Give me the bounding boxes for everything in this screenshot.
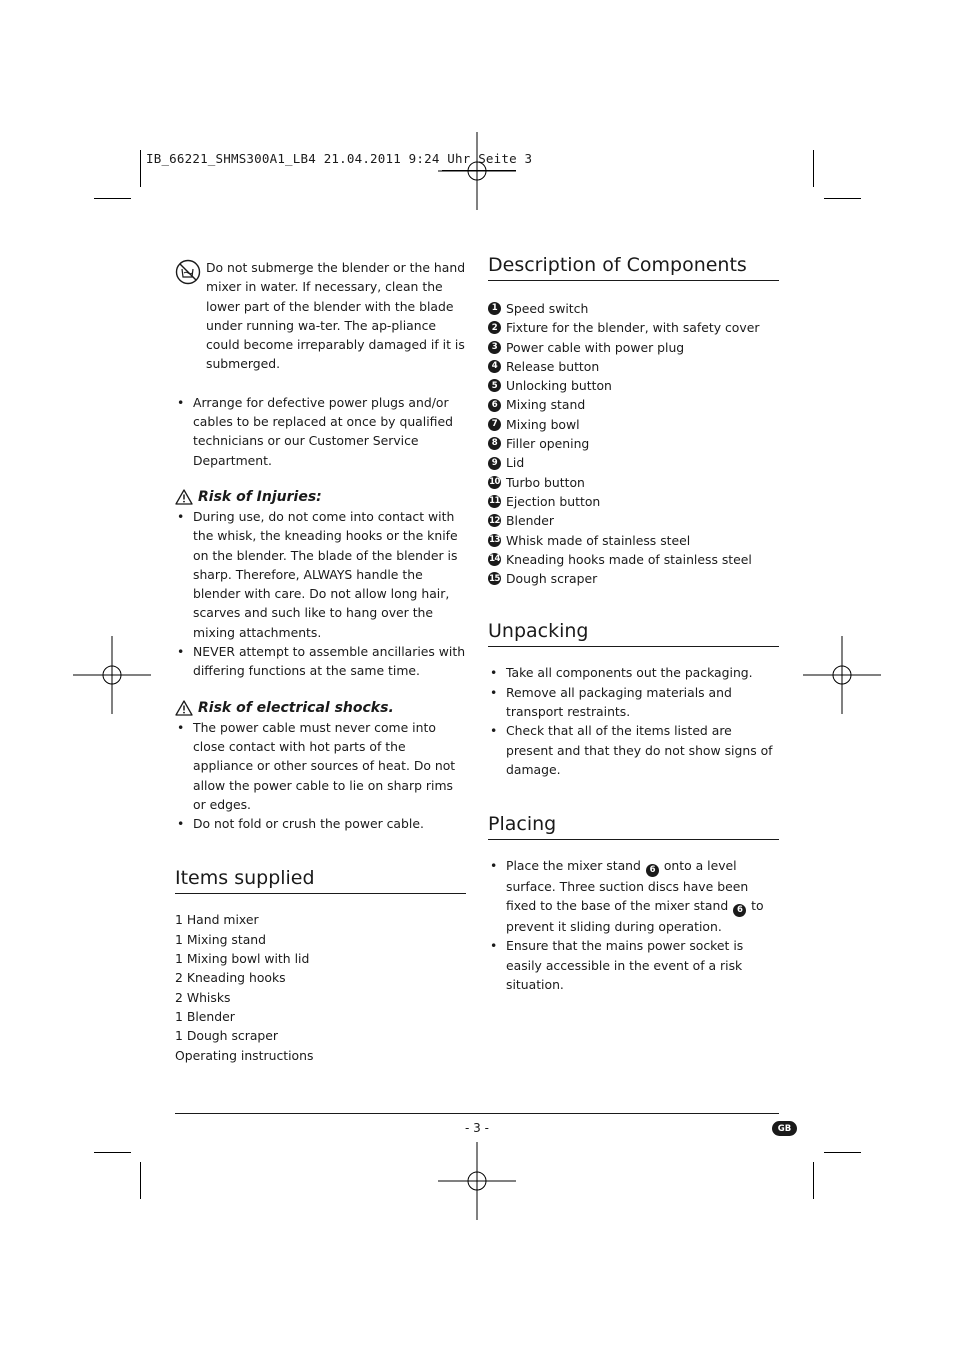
language-badge: GB — [772, 1121, 797, 1136]
number-badge-icon: 12 — [489, 515, 500, 526]
component-item — [488, 299, 779, 318]
component-item — [488, 473, 779, 492]
component-label: Speed switch — [506, 301, 589, 316]
number-badge-icon: 4 — [488, 360, 501, 373]
crop-mark — [140, 1162, 141, 1199]
component-item — [488, 569, 779, 588]
unpacking-list — [488, 663, 779, 779]
number-badge-icon: 6 — [646, 864, 659, 877]
list-item: • The power cable must never come into close contact with hot parts of the appliance or other sources of heat. Do not allow the power cable to lie on sharp rims or edges. — [175, 718, 466, 814]
number-badge-icon: 10 — [489, 477, 500, 488]
number-badge-icon: 15 — [489, 573, 500, 584]
component-item — [488, 434, 779, 453]
list-item: • During use, do not come into contact with the whisk, the kneading hooks or the knife on the blender. The blade of the blender is sharp. Therefore, ALWAYS handle the blender with care. Do not allow long hair, scarves and such like to hang over the mixing attachments. — [175, 507, 466, 642]
component-label: Whisk made of stainless steel — [506, 532, 691, 548]
number-badge-icon: 1 — [488, 302, 501, 315]
crop-mark — [94, 1152, 131, 1153]
registration-mark-icon — [73, 636, 151, 714]
component-item — [488, 415, 779, 434]
number-badge-icon: 6 — [488, 399, 501, 412]
component-item — [488, 318, 779, 337]
components-list — [488, 299, 779, 588]
crop-mark — [813, 150, 814, 187]
registration-mark-icon — [438, 1142, 516, 1220]
component-label: Release button — [506, 358, 600, 374]
component-item — [488, 550, 779, 569]
component-label: Dough scraper — [506, 571, 598, 587]
risk-shocks-title: Risk of electrical shocks. — [198, 699, 394, 716]
risk-injuries-list — [175, 507, 466, 681]
number-badge-icon: 9 — [488, 457, 501, 470]
number-badge-icon: 2 — [488, 321, 501, 334]
list-item: 2 Kneading hooks — [175, 970, 286, 986]
warning-triangle-icon — [175, 489, 193, 505]
registration-mark-icon — [438, 132, 516, 210]
list-item: 1 Blender — [175, 1008, 235, 1024]
components-title: Description of Components — [488, 252, 779, 281]
list-item: • NEVER attempt to assemble ancillaries with differing functions at the same time. — [175, 642, 466, 681]
number-badge-icon: 13 — [489, 534, 500, 545]
submerge-text: Do not submerge the blender or the hand mixer in water. If necessary, clean the lower part of the blender with the blade under running wa-ter. The ap-pliance could become irreparably damaged if it is submerged. — [206, 260, 466, 372]
risk-injuries-title: Risk of Injuries: — [198, 488, 322, 505]
component-label: Turbo button — [506, 474, 585, 490]
warning-triangle-icon — [175, 700, 193, 716]
left-column — [175, 258, 466, 1065]
list-item: • Do not fold or crush the power cable. — [175, 814, 466, 833]
risk-injuries-block — [175, 487, 466, 681]
crop-mark — [824, 198, 861, 199]
risk-shocks-list — [175, 718, 466, 834]
crop-mark — [813, 1162, 814, 1199]
component-item — [488, 531, 779, 550]
component-label: Kneading hooks made of stainless steel — [506, 551, 752, 567]
component-item — [488, 376, 779, 395]
component-item — [488, 395, 779, 414]
printer-slug: IB_66221_SHMS300A1_LB4 21.04.2011 9:24 Uhr Seite 3 — [146, 151, 533, 166]
list-item: • Take all components out the packaging. — [488, 663, 779, 682]
component-label: Blender — [506, 513, 555, 529]
placing-list — [488, 856, 779, 994]
component-label: Filler opening — [506, 436, 590, 452]
list-item: 1 Hand mixer — [175, 912, 259, 928]
list-item — [488, 856, 779, 936]
crop-mark — [140, 150, 141, 187]
list-item: 2 Whisks — [175, 989, 231, 1005]
unpacking-title: Unpacking — [488, 618, 779, 647]
component-label: Mixing stand — [506, 397, 586, 413]
number-badge-icon: 7 — [488, 418, 501, 431]
list-item: 1 Mixing bowl with lid — [175, 951, 310, 967]
plug-bullet-list — [175, 393, 466, 470]
registration-mark-icon — [803, 636, 881, 714]
risk-shocks-heading — [175, 698, 466, 718]
placing-section — [488, 811, 779, 994]
component-label: Unlocking button — [506, 378, 612, 394]
crop-mark — [824, 1152, 861, 1153]
number-badge-icon: 14 — [489, 554, 500, 565]
component-label: Mixing bowl — [506, 416, 580, 432]
page-number: - 3 - — [465, 1121, 489, 1135]
risk-injuries-heading — [175, 487, 466, 507]
list-item: Operating instructions — [175, 1047, 314, 1063]
component-label: Lid — [506, 455, 525, 471]
risk-shocks-block — [175, 698, 466, 834]
items-supplied-section — [175, 865, 466, 1064]
list-item: 1 Mixing stand — [175, 931, 267, 947]
right-column — [488, 252, 779, 994]
no-submerge-icon — [175, 259, 201, 285]
placing-text: to prevent it sliding during operation. — [506, 898, 764, 935]
number-badge-icon: 8 — [488, 437, 501, 450]
footer-rule — [175, 1113, 779, 1114]
crop-mark — [94, 198, 131, 199]
component-item — [488, 357, 779, 376]
placing-title: Placing — [488, 811, 779, 840]
component-label: Power cable with power plug — [506, 339, 685, 355]
unpacking-section — [488, 618, 779, 779]
list-item: • Check that all of the items listed are present and that they do not show signs of damage. — [488, 721, 779, 779]
number-badge-icon: 5 — [488, 379, 501, 392]
items-supplied-list — [175, 910, 466, 1064]
component-label: Fixture for the blender, with safety cover — [506, 320, 760, 336]
list-item: • Arrange for defective power plugs and/or cables to be replaced at once by qualified technicians or our Customer Service Department. — [175, 393, 466, 470]
items-supplied-title: Items supplied — [175, 865, 466, 894]
list-item: • Remove all packaging materials and transport restraints. — [488, 683, 779, 722]
number-badge-icon: 3 — [488, 341, 501, 354]
component-item — [488, 453, 779, 472]
number-badge-icon: 11 — [489, 496, 500, 507]
placing-text: onto a level surface. Three suction discs have been fixed to the base of the mixer stand — [506, 858, 749, 914]
component-label: Ejection button — [506, 493, 601, 509]
submerge-warning — [175, 258, 466, 374]
components-section — [488, 252, 779, 588]
component-item — [488, 511, 779, 530]
component-item — [488, 492, 779, 511]
list-item: • Ensure that the mains power socket is easily accessible in the event of a risk situation. — [488, 936, 779, 994]
list-item: 1 Dough scraper — [175, 1028, 278, 1044]
component-item — [488, 338, 779, 357]
placing-text: Place the mixer stand — [506, 858, 641, 874]
number-badge-icon: 6 — [733, 904, 746, 917]
